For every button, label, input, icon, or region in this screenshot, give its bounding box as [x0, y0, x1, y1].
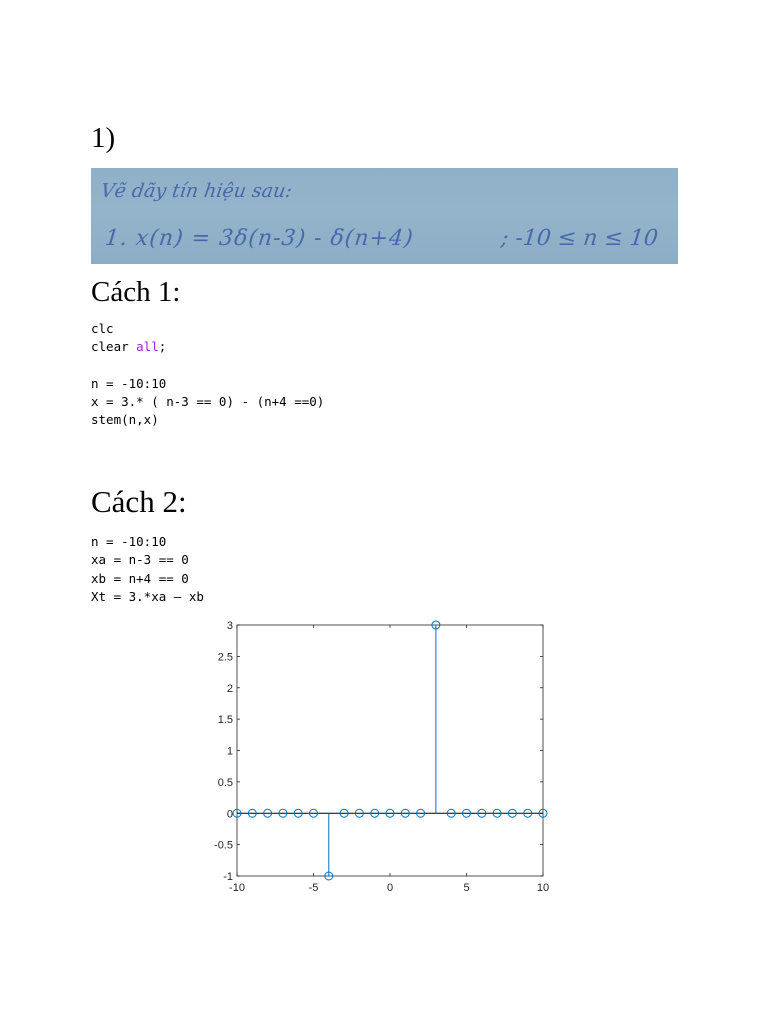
handwritten-equation: 1. x(n) = 3δ(n-3) - δ(n+4): [103, 226, 415, 251]
code-line: n = -10:10: [91, 534, 167, 549]
handwritten-instruction: Vẽ dãy tín hiệu sau:: [99, 180, 294, 202]
method1-code-block: [91, 320, 324, 430]
method2-title: Cách 2:: [91, 484, 187, 519]
y-tick-label: 1: [226, 745, 233, 758]
method1-title: Cách 1:: [91, 276, 181, 308]
code-line: n = -10:10: [91, 375, 167, 391]
y-tick-label: 1.5: [217, 714, 233, 727]
code-line: xb = n+4 == 0: [91, 570, 189, 586]
code-line: xa = n-3 == 0: [91, 552, 189, 568]
y-tick-label: 2: [226, 682, 233, 695]
handwritten-problem-photo: [91, 168, 678, 264]
method2-code-block: [91, 533, 204, 606]
y-tick-label: 0: [226, 808, 233, 821]
section-number: 1): [91, 122, 116, 154]
y-tick-label: -1: [223, 871, 233, 883]
x-tick-label: 5: [463, 882, 470, 894]
y-tick-label: 2.5: [217, 651, 233, 664]
y-tick-label: 0.5: [217, 776, 233, 789]
plot-axes-box: [237, 625, 543, 876]
handwritten-range: ; -10 ≤ n ≤ 10: [499, 226, 660, 251]
code-line: x = 3.* ( n-3 == 0) - (n+4 ==0): [91, 394, 325, 410]
x-tick-label: -5: [308, 882, 319, 894]
stem-plot: [205, 615, 565, 900]
code-line: stem(n,x): [91, 412, 159, 428]
code-keyword: all: [136, 339, 159, 355]
code-line: clc: [91, 321, 114, 336]
x-tick-label: 0: [386, 882, 394, 894]
code-line: clear all;: [91, 339, 167, 355]
x-tick-label: 10: [536, 882, 550, 894]
y-tick-label: -0.5: [214, 839, 233, 852]
code-line: Xt = 3.*xa – xb: [91, 588, 204, 604]
y-tick-label: 3: [226, 620, 233, 632]
x-tick-label: -10: [229, 882, 245, 894]
